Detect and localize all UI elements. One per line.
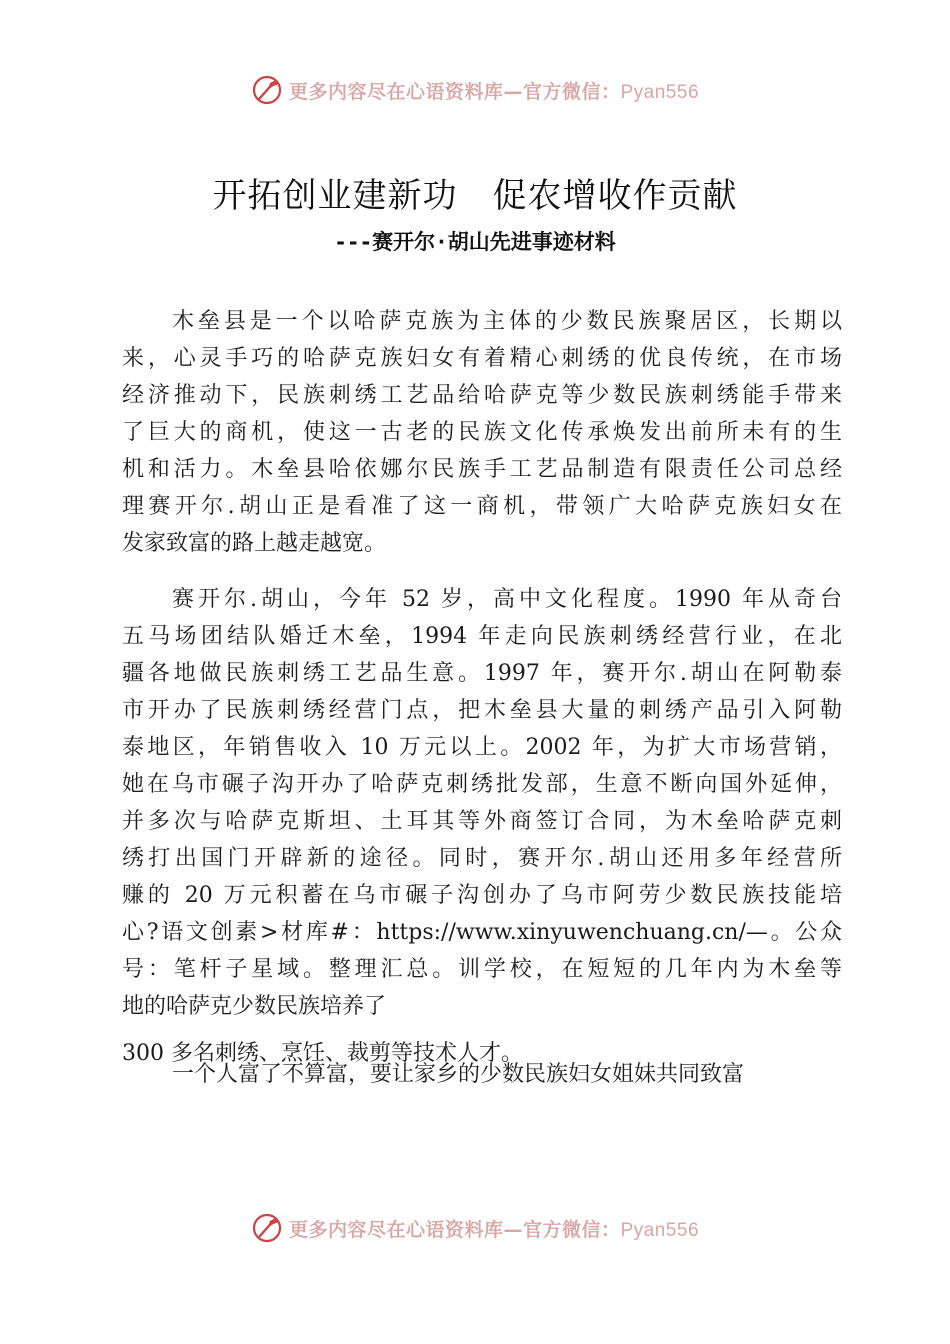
text-line: 赛开尔.胡山，今年 52 岁，高中文化程度。1990 年从奇台	[172, 587, 842, 612]
paragraph-2	[122, 581, 842, 1072]
watermark-header	[0, 74, 950, 106]
watermark-text	[289, 77, 699, 104]
text-line: 市开办了民族刺绣经营门点，把木垒县大量的刺绣产品引入阿勒	[122, 698, 842, 723]
text-line: 机和活力。木垒县哈依娜尔民族手工艺品制造有限责任公司总经	[122, 457, 842, 482]
watermark-cn-text: 更多内容尽在心语资料库—官方微信：	[288, 1218, 621, 1241]
document-title: 开拓创业建新功 促农增收作贡献	[212, 176, 738, 216]
quill-logo-icon	[251, 1212, 283, 1244]
text-line: 疆各地做民族刺绣工艺品生意。1997 年，赛开尔.胡山在阿勒泰	[122, 661, 842, 686]
text-line: 一个人富了不算富，要让家乡的少数民族妇女姐妹共同致富	[172, 1062, 745, 1087]
document-subtitle: ---赛开尔·胡山先进事迹材料	[334, 230, 616, 254]
text-line-inserted-ad: 心?语文创素>材库#：https://www.xinyuwenchuang.cn/—。公众	[122, 920, 842, 945]
text-line: 她在乌市碾子沟开办了哈萨克刺绣批发部，生意不断向国外延伸，	[122, 772, 842, 797]
text-line: 绣打出国门开辟新的途径。同时，赛开尔.胡山还用多年经营所	[122, 846, 842, 871]
paragraph-3	[122, 1056, 842, 1093]
watermark-footer	[0, 1212, 950, 1244]
watermark-cn-text: 更多内容尽在心语资料库—官方微信：	[288, 80, 621, 103]
text-line: 300 多名刺绣、烹饪、裁剪等技术人才。	[122, 1041, 523, 1066]
watermark-text	[289, 1215, 699, 1242]
watermark-wechat-id: Pyan556	[620, 81, 700, 103]
paragraph-1	[122, 303, 842, 562]
text-line: 木垒县是一个以哈萨克族为主体的少数民族聚居区，长期以	[172, 309, 842, 334]
text-line: 了巨大的商机，使这一古老的民族文化传承焕发出前所未有的生	[122, 420, 842, 445]
text-line: 发家致富的路上越走越宽。	[122, 531, 387, 556]
text-line: 来，心灵手巧的哈萨克族妇女有着精心刺绣的优良传统，在市场	[122, 346, 842, 371]
text-line: 泰地区，年销售收入 10 万元以上。2002 年，为扩大市场营销，	[122, 735, 842, 760]
text-line: 并多次与哈萨克斯坦、土耳其等外商签订合同，为木垒哈萨克刺	[122, 809, 842, 834]
text-line: 五马场团结队婚迁木垒，1994 年走向民族刺绣经营行业，在北	[122, 624, 842, 649]
text-line-inserted-ad: 号：笔杆子星域。整理汇总。训学校，在短短的几年内为木垒等	[122, 957, 842, 982]
watermark-wechat-id: Pyan556	[620, 1219, 700, 1241]
text-line: 经济推动下，民族刺绣工艺品给哈萨克等少数民族刺绣能手带来	[122, 383, 842, 408]
text-line: 地的哈萨克少数民族培养了	[122, 994, 387, 1019]
text-line: 理赛开尔.胡山正是看准了这一商机，带领广大哈萨克族妇女在	[122, 494, 842, 519]
text-line: 赚的 20 万元积蓄在乌市碾子沟创办了乌市阿劳少数民族技能培	[122, 883, 842, 908]
quill-logo-icon	[251, 74, 283, 106]
